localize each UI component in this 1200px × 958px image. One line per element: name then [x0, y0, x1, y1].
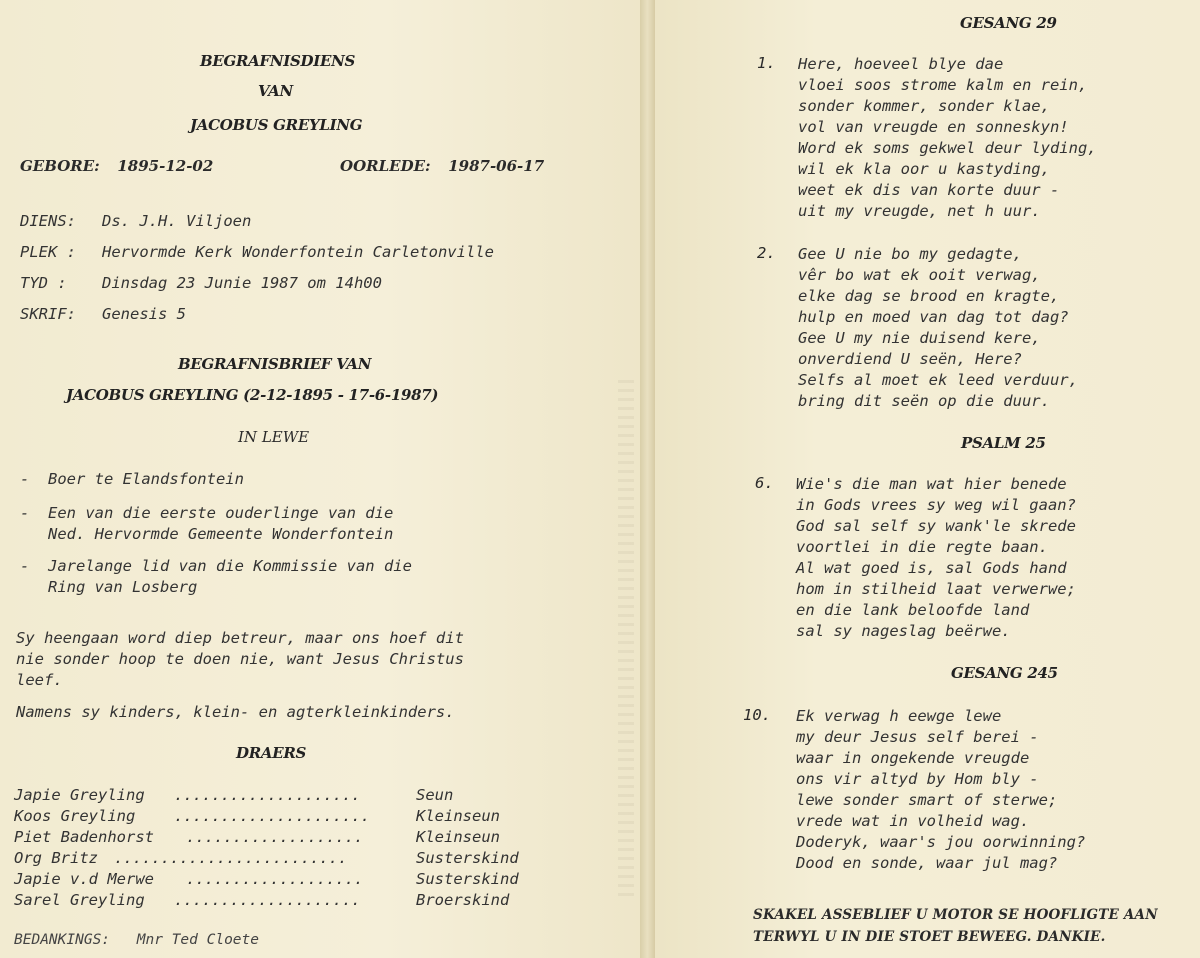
detail-label: PLEK : — [20, 243, 76, 261]
verse-line: vol van vreugde en sonneskyn! — [798, 118, 1069, 136]
page-fold — [640, 0, 655, 958]
verse-line: Wie's die man wat hier benede — [796, 475, 1067, 493]
verse-line: bring dit seën op die duur. — [798, 392, 1050, 410]
verse-line: hom in stilheid laat verwerwe; — [796, 580, 1076, 598]
verse-line: uit my vreugde, net h uur. — [798, 202, 1041, 220]
closing-note: SKAKEL ASSEBLIEF U MOTOR SE HOOFLIGTE AAN — [753, 907, 1158, 923]
bearer-row — [14, 785, 519, 806]
verse-line: sonder kommer, sonder klae, — [798, 97, 1050, 115]
died-date: 1987-06-17 — [448, 157, 545, 175]
verse-block — [796, 474, 1076, 642]
thanks-value: Mnr Ted Cloete — [136, 932, 259, 948]
bearer-dots: ......................... — [114, 849, 348, 867]
bearer-name: Koos Greyling — [14, 807, 136, 825]
deceased-name: JACOBUS GREYLING — [190, 116, 363, 134]
detail-row — [20, 206, 494, 237]
bearer-row — [14, 890, 519, 911]
bearer-row — [14, 848, 519, 869]
bearer-dots: .................... — [174, 891, 361, 909]
verse-line: vrede wat in volheid wag. — [796, 812, 1030, 830]
verse-line: hulp en moed van dag tot dag? — [798, 308, 1069, 326]
died-label: OORLEDE: — [340, 157, 431, 175]
detail-row — [20, 268, 494, 299]
verse-block — [798, 54, 1097, 222]
verse-line: elke dag se brood en kragte, — [798, 287, 1060, 305]
born-label: GEBORE: — [20, 157, 100, 175]
detail-row — [20, 237, 494, 268]
verse-line: waar in ongekende vreugde — [796, 749, 1030, 767]
service-details — [20, 206, 494, 330]
verse-line: sal sy nageslag beërwe. — [796, 622, 1011, 640]
verse-line: Selfs al moet ek leed verduur, — [798, 371, 1078, 389]
bearer-relation: Broerskind — [416, 891, 510, 909]
dash: - — [20, 470, 30, 488]
bearer-dots: .................... — [174, 786, 361, 804]
verse-block — [798, 244, 1078, 412]
bearer-row — [14, 806, 519, 827]
life-item — [20, 503, 393, 545]
detail-value: Dinsdag 23 Junie 1987 om 14h00 — [102, 274, 382, 292]
bearer-dots: ................... — [186, 828, 364, 846]
verse-number: 2. — [757, 244, 776, 262]
life-item-text: Ned. Hervormde Gemeente Wonderfontein — [48, 525, 394, 543]
verse-line: onverdiend U seën, Here? — [798, 350, 1022, 368]
verse-line: wil ek kla oor u kastyding, — [798, 160, 1050, 178]
service-heading-van: VAN — [258, 82, 293, 100]
bearers-heading: DRAERS — [236, 744, 307, 762]
verse-line: Gee U nie bo my gedagte, — [798, 245, 1022, 263]
detail-value: Ds. J.H. Viljoen — [102, 212, 252, 230]
verse-line: God sal self sy wank'le skrede — [796, 517, 1076, 535]
detail-label: DIENS: — [20, 212, 76, 230]
bearer-name: Org Britz — [14, 849, 98, 867]
bearer-row — [14, 827, 519, 848]
bearer-dots: ................... — [186, 870, 364, 888]
mourning-line: leef. — [16, 671, 63, 689]
birth-info — [20, 156, 213, 175]
dash: - — [20, 504, 30, 522]
bearer-row — [14, 869, 519, 890]
bearer-relation: Susterskind — [416, 870, 519, 888]
verse-line: ons vir altyd by Hom bly - — [796, 770, 1039, 788]
verse-line: Doderyk, waar's jou oorwinning? — [796, 833, 1086, 851]
dash: - — [20, 557, 30, 575]
service-heading: BEGRAFNISDIENS — [200, 52, 356, 70]
life-item — [20, 556, 412, 598]
life-item-text: Een van die eerste ouderlinge van die — [48, 504, 394, 522]
mourning-line: nie sonder hoop te doen nie, want Jesus Christus — [16, 650, 464, 668]
hymn-title: GESANG 245 — [951, 664, 1058, 682]
verse-number: 1. — [757, 54, 776, 72]
verse-number: 6. — [755, 474, 774, 492]
on-behalf-line: Namens sy kinders, klein- en agterkleinkinders. — [16, 703, 455, 721]
print-smudge — [618, 380, 634, 900]
bearer-relation: Susterskind — [416, 849, 519, 867]
life-item-text: Ring van Losberg — [48, 578, 198, 596]
detail-value: Hervormde Kerk Wonderfontein Carletonville — [102, 243, 494, 261]
hymn-title: PSALM 25 — [961, 434, 1046, 452]
verse-line: en die lank beloofde land — [796, 601, 1030, 619]
verse-number: 10. — [743, 706, 771, 724]
letter-subheading: JACOBUS GREYLING (2-12-1895 - 17-6-1987) — [66, 386, 439, 404]
right-page — [655, 0, 1200, 958]
mourning-paragraph — [16, 628, 464, 691]
life-item-text: Boer te Elandsfontein — [48, 470, 244, 488]
bearer-name: Sarel Greyling — [14, 891, 145, 909]
verse-line: lewe sonder smart of sterwe; — [796, 791, 1058, 809]
bearer-relation: Kleinseun — [416, 828, 500, 846]
bearer-relation: Seun — [416, 786, 454, 804]
detail-label: SKRIF: — [20, 305, 76, 323]
born-date: 1895-12-02 — [117, 157, 214, 175]
bearers-list — [14, 785, 519, 911]
death-info — [340, 156, 544, 175]
verse-line: Ek verwag h eewge lewe — [796, 707, 1002, 725]
verse-line: weet ek dis van korte duur - — [798, 181, 1060, 199]
mourning-line: Sy heengaan word diep betreur, maar ons hoef dit — [16, 629, 464, 647]
detail-label: TYD : — [20, 274, 67, 292]
verse-line: Dood en sonde, waar jul mag? — [796, 854, 1058, 872]
letter-heading: BEGRAFNISBRIEF VAN — [178, 355, 372, 373]
verse-line: in Gods vrees sy weg wil gaan? — [796, 496, 1076, 514]
verse-line: Word ek soms gekwel deur lyding, — [798, 139, 1097, 157]
verse-line: Gee U my nie duisend kere, — [798, 329, 1041, 347]
thanks-line — [14, 932, 259, 948]
life-item-text: Jarelange lid van die Kommissie van die — [48, 557, 412, 575]
verse-block — [796, 706, 1085, 874]
verse-line: my deur Jesus self berei - — [796, 728, 1039, 746]
bearer-name: Piet Badenhorst — [14, 828, 154, 846]
verse-line: voortlei in die regte baan. — [796, 538, 1048, 556]
detail-row — [20, 299, 494, 330]
thanks-label: BEDANKINGS: — [14, 932, 111, 948]
bearer-name: Japie Greyling — [14, 786, 145, 804]
bearer-relation: Kleinseun — [416, 807, 500, 825]
verse-line: Here, hoeveel blye dae — [798, 55, 1004, 73]
hymn-title: GESANG 29 — [960, 14, 1057, 32]
bearer-dots: ..................... — [174, 807, 370, 825]
verse-line: Al wat goed is, sal Gods hand — [796, 559, 1067, 577]
verse-line: vêr bo wat ek ooit verwag, — [798, 266, 1041, 284]
detail-value: Genesis 5 — [102, 305, 186, 323]
life-item — [20, 470, 244, 488]
in-life-heading: IN LEWE — [238, 428, 310, 446]
closing-note: TERWYL U IN DIE STOET BEWEEG. DANKIE. — [753, 929, 1106, 945]
bearer-name: Japie v.d Merwe — [14, 870, 154, 888]
verse-line: vloei soos strome kalm en rein, — [798, 76, 1088, 94]
